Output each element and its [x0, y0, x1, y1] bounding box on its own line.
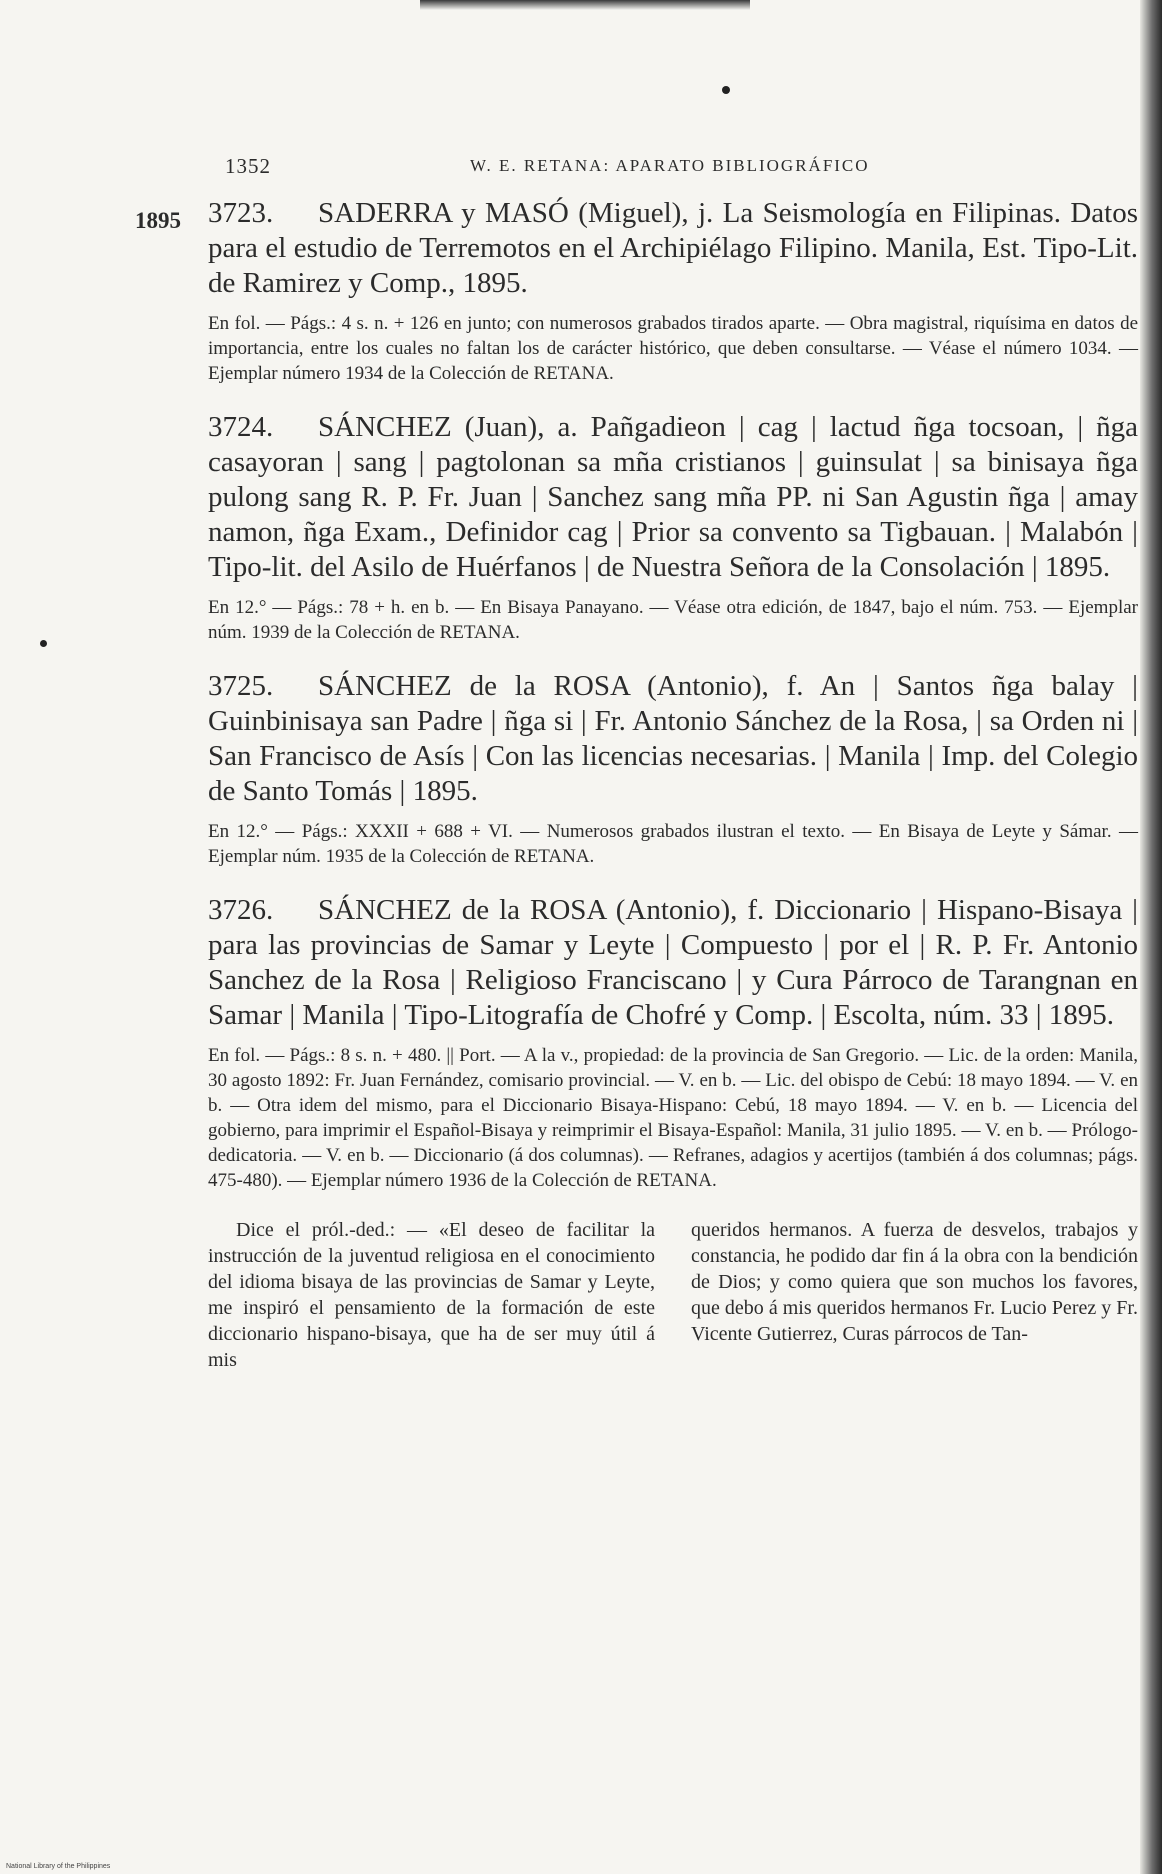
scan-shadow-top: [420, 0, 750, 10]
quote-right-text: queridos hermanos. A fuerza de desvelos, trabajos y constancia, he podido dar fin á la obra con la bendición de Dios; y como quiera que son muchos los favores, que debo á mis queridos hermanos Fr. Lucio Perez y Fr. Vicente Gutierrez, Curas párrocos de Tan-: [691, 1219, 1138, 1345]
entry-note: En 12.° — Págs.: 78 + h. en b. — En Bisaya Panayano. — Véase otra edición, de 1847, bajo el núm. 753. — Ejemplar núm. 1939 de la Colección de RETANA.: [208, 597, 1138, 643]
entry-number: 3724.: [208, 411, 274, 443]
year-marker: 1895: [135, 208, 181, 233]
entry-3724: [208, 410, 1138, 645]
entry-main-text: [208, 410, 1138, 585]
entry-number: 3725.: [208, 670, 274, 702]
scan-shadow-right: [1140, 0, 1162, 1874]
entry-3726: [208, 893, 1138, 1193]
entry-title: SÁNCHEZ (Juan), a. Pañgadieon | cag | lactud ñga tocsoan, | ñga casayoran | sang | pagtolonan sa mña cristianos | guinsulat | sa binisaya ñga pulong sang R. P. Fr. Juan | Sanchez sang mña PP. ni San Agustin ñga | amay namon, ñga Exam., Definidor cag | Prior sa convento sa Tigbauan. | Malabón | Tipo-lit. del Asilo de Huérfanos | de Nuestra Señora de la Consolación | 1895.: [208, 411, 1138, 583]
entry-title: SÁNCHEZ de la ROSA (Antonio), f. Diccionario | Hispano-Bisaya | para las provincias de Samar y Leyte | Compuesto | por el | R. P. Fr. Antonio Sanchez de la Rosa | Religioso Franciscano | y Cura Párroco de Tarangnan en Samar | Manila | Tipo-Litografía de Chofré y Comp. | Escolta, núm. 33 | 1895.: [208, 894, 1138, 1031]
entry-note: En fol. — Págs.: 8 s. n. + 480. || Port. — A la v., propiedad: de la provincia de San Gregorio. — Lic. de la orden: Manila, 30 agosto 1892: Fr. Juan Fernández, comisario provincial. — V. en b. — Lic. del obispo de Cebú: 18 mayo 1894. — V. en b. — Otra idem del mismo, para el Diccionario Bisaya-Hispano: Cebú, 18 mayo 1894. — V. en b. — Licencia del gobierno, para imprimir el Español-Bisaya y reimprimir el Bisaya-Español: Manila, 31 julio 1895. — V. en b. — Prólogo-dedicatoria. — V. en b. — Diccionario (á dos columnas). — Refranes, adagios y acertijos (también á dos columnas; págs. 475-480). — Ejemplar número 1936 de la Colección de RETANA.: [208, 1045, 1138, 1191]
quote-columns: [208, 1217, 1138, 1373]
scan-footer: National Library of the Philippines: [6, 1863, 111, 1870]
entry-main-text: [208, 196, 1138, 301]
entry-3723: [208, 196, 1138, 386]
quote-left-text: Dice el pról.-ded.: — «El deseo de facilitar la instrucción de la juventud religiosa en el conocimiento del idioma bisaya de las provincias de Samar y Leyte, me inspiró el pensamiento de la formación de este diccionario hispano-bisaya, que ha de ser muy útil á mis: [208, 1219, 655, 1371]
entry-number: 3723.: [208, 197, 274, 229]
speck-mark: [722, 86, 730, 94]
entry-main-text: [208, 893, 1138, 1033]
page-number: 1352: [225, 154, 271, 178]
entry-3725: [208, 669, 1138, 869]
entry-note: En fol. — Págs.: 4 s. n. + 126 en junto; con numerosos grabados tirados aparte. — Obra magistral, riquísima en datos de importancia, entre los cuales no faltan los de carácter histórico, que deben consultarse. — Véase el número 1034. — Ejemplar número 1934 de la Colección de RETANA.: [208, 313, 1138, 384]
speck-mark: [40, 640, 47, 647]
bibliography-entries: [208, 196, 1138, 1373]
quote-right-column: [691, 1217, 1138, 1373]
quote-left-column: [208, 1217, 655, 1373]
entry-main-text: [208, 669, 1138, 809]
entry-note: En 12.° — Págs.: XXXII + 688 + VI. — Numerosos grabados ilustran el texto. — En Bisaya de Leyte y Sámar. — Ejemplar núm. 1935 de la Colección de RETANA.: [208, 821, 1138, 867]
entry-title: SADERRA y MASÓ (Miguel), j. La Seismología en Filipinas. Datos para el estudio de Terremotos en el Archipiélago Filipino. Manila, Est. Tipo-Lit. de Ramirez y Comp., 1895.: [208, 197, 1138, 299]
header-title: W. E. RETANA: APARATO BIBLIOGRÁFICO: [470, 156, 870, 175]
running-head: [225, 154, 935, 180]
entry-number: 3726.: [208, 894, 274, 926]
entry-title: SÁNCHEZ de la ROSA (Antonio), f. An | Santos ñga balay | Guinbinisaya san Padre | ñga si | Fr. Antonio Sánchez de la Rosa, | sa Orden ni | San Francisco de Asís | Con las licencias necesarias. | Manila | Imp. del Colegio de Santo Tomás | 1895.: [208, 670, 1138, 807]
